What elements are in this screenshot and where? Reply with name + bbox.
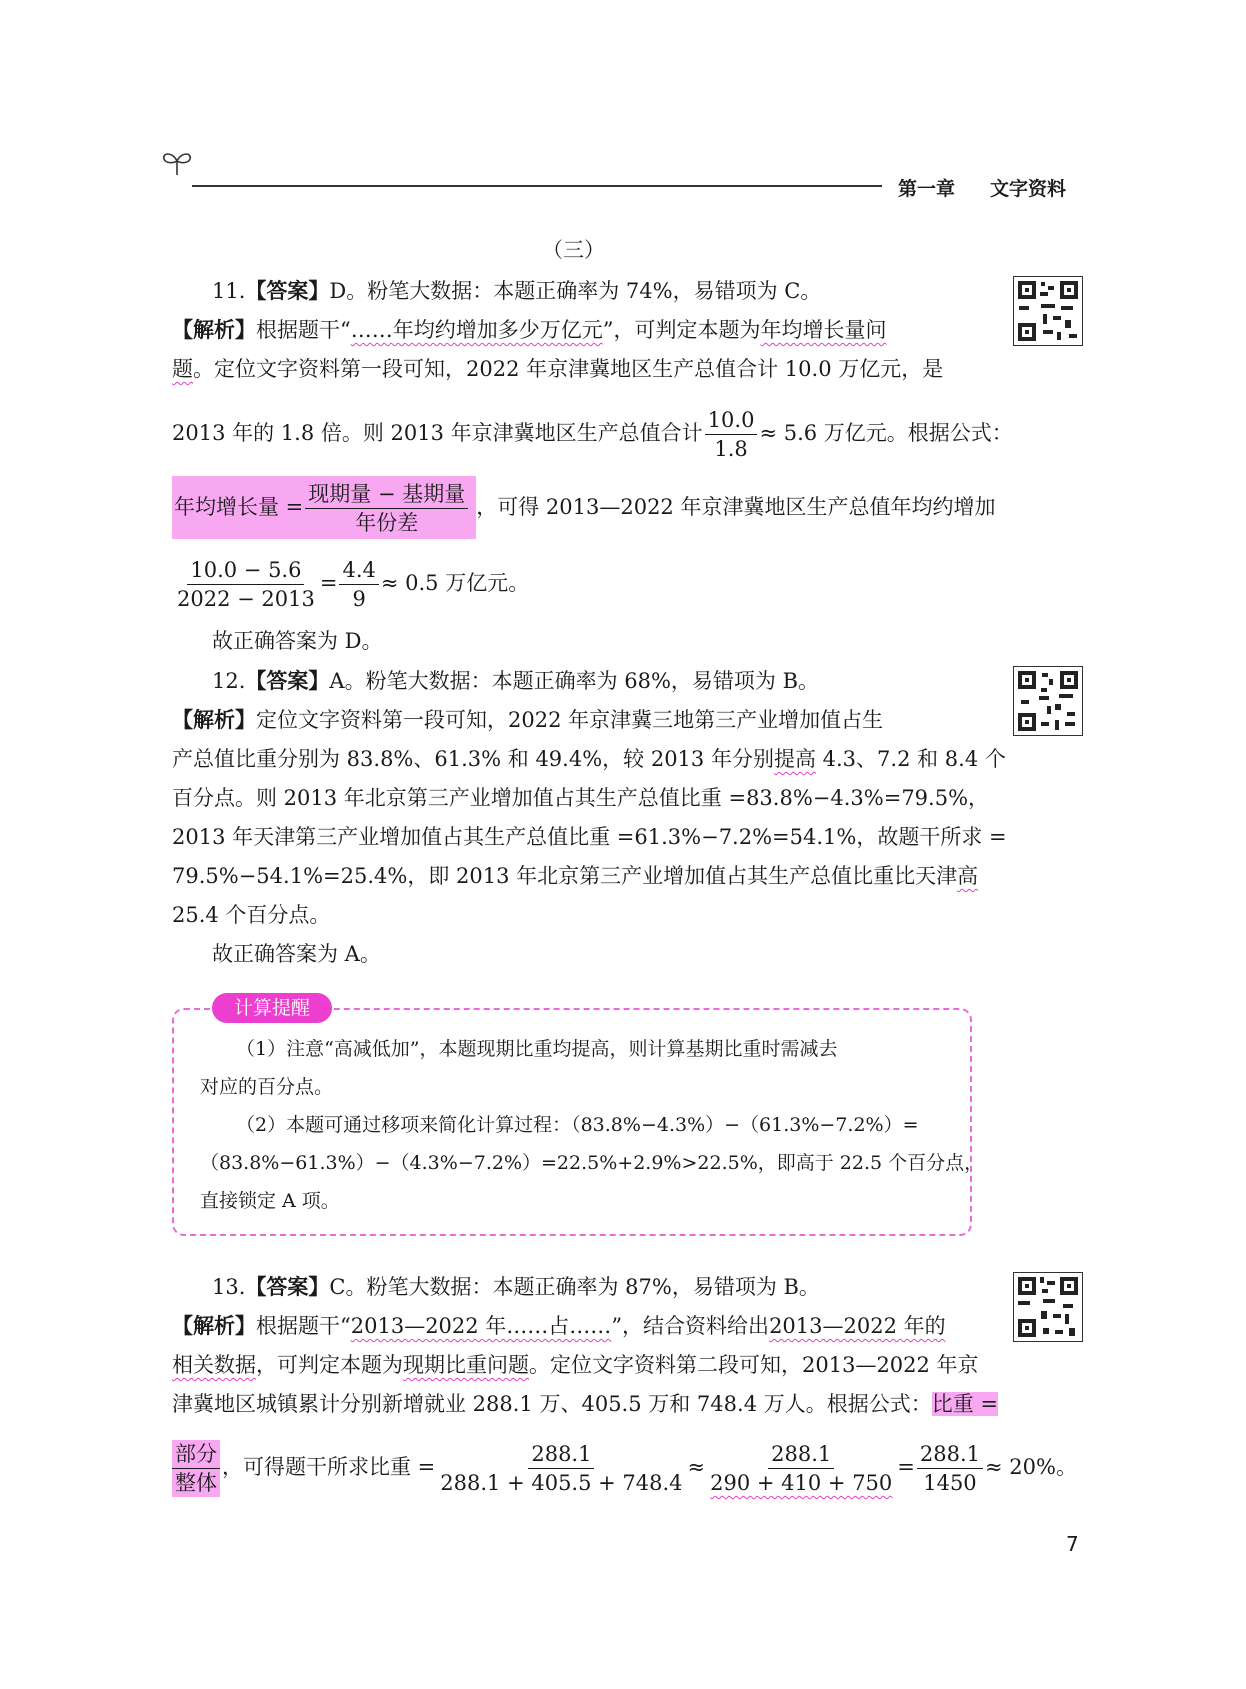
text: ≈ xyxy=(687,1455,706,1479)
q11-analysis-line-1 xyxy=(172,317,972,343)
q13-analysis-line-3 xyxy=(172,1391,999,1417)
key-phrase: 题 xyxy=(172,357,193,381)
highlighted-formula: 比重 = xyxy=(931,1392,999,1416)
numerator: 288.1 xyxy=(768,1440,834,1469)
qr-code-icon[interactable] xyxy=(1013,276,1083,346)
numerator: 现期量 − 基期量 xyxy=(305,480,468,509)
q13-answer-text: C。粉笔大数据：本题正确率为 87%，易错项为 B。 xyxy=(329,1275,820,1299)
text: 2013 年的 1.8 倍。则 2013 年京津冀地区生产总值合计 xyxy=(172,421,703,445)
analysis-tag: 【解析】 xyxy=(172,318,256,342)
key-phrase: 年均增长量问 xyxy=(760,318,887,342)
q12-answer-text: A。粉笔大数据：本题正确率为 68%，易错项为 B。 xyxy=(329,669,820,693)
section-label: 文字资料 xyxy=(990,178,1067,200)
q12-analysis-line-5 xyxy=(172,863,979,889)
q13-number: 13. xyxy=(212,1275,246,1299)
q13-analysis-line-2 xyxy=(172,1352,979,1378)
sprout-icon xyxy=(160,145,194,179)
text: ”，可判定本题为 xyxy=(602,318,761,342)
key-phrase: 现期比重问题 xyxy=(403,1353,529,1377)
tip-title: 计算提醒 xyxy=(212,993,332,1023)
q13-analysis-line-1 xyxy=(172,1313,972,1339)
text: ，可判定本题为 xyxy=(256,1353,403,1377)
q11-analysis-line-2 xyxy=(172,356,972,382)
q11-number: 11. xyxy=(212,279,246,303)
denominator: 整体 xyxy=(175,1471,217,1495)
q11-analysis-line-3 xyxy=(172,404,1013,463)
highlighted-fraction xyxy=(172,1440,220,1497)
denominator: 9 xyxy=(352,587,366,611)
qr-code-icon[interactable] xyxy=(1013,666,1083,736)
text: 。定位文字资料第二段可知，2013—2022 年京 xyxy=(529,1353,979,1377)
tip-line-1: （1）注意“高减低加”，本题现期比重均提高，则计算基期比重时需减去 xyxy=(236,1038,838,1060)
text: 产总值比重分别为 83.8%、61.3% 和 49.4%，较 2013 年分别 xyxy=(172,747,774,771)
text: 定位文字资料第一段可知，2022 年京津冀三地第三产业增加值占生 xyxy=(256,708,884,732)
text: 根据题干“ xyxy=(256,1314,351,1338)
q12-analysis-line-3: 百分点。则 2013 年北京第三产业增加值占其生产总值比重 =83.8%−4.3%=79.5%， xyxy=(172,786,990,810)
q12-conclusion: 故正确答案为 A。 xyxy=(212,942,381,966)
page-number: 7 xyxy=(1066,1532,1079,1556)
tip-line-2: 对应的百分点。 xyxy=(200,1076,334,1098)
numerator: 288.1 xyxy=(528,1440,594,1469)
key-phrase: ……年均约增加多少万亿元 xyxy=(350,318,603,342)
text: 79.5%−54.1%=25.4%，即 2013 年北京第三产业增加值占其生产总值比重比天津 xyxy=(172,864,958,888)
numerator: 288.1 xyxy=(917,1440,983,1469)
q11-formula-line xyxy=(172,476,996,539)
fraction xyxy=(305,480,468,537)
text: ≈ 5.6 万亿元。根据公式： xyxy=(759,421,1013,445)
denominator: 1450 xyxy=(923,1471,977,1495)
q13-calc-line xyxy=(172,1438,1077,1497)
q12-analysis-line-2 xyxy=(172,746,1006,772)
q12-analysis-line-4: 2013 年天津第三产业增加值占其生产总值比重 =61.3%−7.2%=54.1%，故题干所求 = xyxy=(172,825,1007,849)
header-rule xyxy=(192,185,882,187)
analysis-tag: 【解析】 xyxy=(172,1314,256,1338)
key-phrase: 2013—2022 年……占…… xyxy=(350,1314,612,1338)
numerator: 10.0 xyxy=(705,406,758,435)
fraction xyxy=(437,1440,685,1497)
text: = xyxy=(319,571,338,595)
denominator: 290 + 410 + 750 xyxy=(710,1471,893,1495)
answer-tag: 【答案】 xyxy=(245,1275,330,1299)
qr-code-icon[interactable] xyxy=(1013,1272,1083,1342)
key-phrase: 高 xyxy=(957,864,979,888)
q12-analysis-line-6: 25.4 个百分点。 xyxy=(172,903,331,927)
q12-answer xyxy=(212,668,1012,694)
text: ≈ 0.5 万亿元。 xyxy=(380,571,530,595)
numerator: 4.4 xyxy=(339,556,378,585)
tip-line-5: 直接锁定 A 项。 xyxy=(200,1190,340,1212)
q11-answer-text: D。粉笔大数据：本题正确率为 74%，易错项为 C。 xyxy=(329,279,822,303)
q12-number: 12. xyxy=(212,669,246,693)
text: 年均增长量 = xyxy=(174,495,304,519)
text: ，可得 2013—2022 年京津冀地区生产总值年均约增加 xyxy=(476,495,996,519)
fraction xyxy=(705,406,758,463)
denominator: 年份差 xyxy=(355,511,419,535)
denominator: 1.8 xyxy=(714,437,748,461)
fraction xyxy=(707,1440,895,1497)
tip-line-3: （2）本题可通过移项来简化计算过程：（83.8%−4.3%）−（61.3%−7.2%）= xyxy=(236,1114,919,1136)
q11-answer xyxy=(212,278,1012,304)
numerator: 10.0 − 5.6 xyxy=(187,556,304,585)
text: = xyxy=(897,1455,915,1479)
fraction xyxy=(174,556,318,613)
analysis-tag: 【解析】 xyxy=(172,708,256,732)
fraction xyxy=(339,556,378,613)
key-phrase: 2013—2022 年的 xyxy=(769,1314,946,1338)
numerator: 部分 xyxy=(172,1440,220,1469)
q12-analysis-line-1 xyxy=(172,707,972,733)
text: 。定位文字资料第一段可知，2022 年京津冀地区生产总值合计 10.0 万亿元，是 xyxy=(193,357,944,381)
fraction xyxy=(917,1440,983,1497)
q11-conclusion: 故正确答案为 D。 xyxy=(212,629,383,653)
text: ，可得题干所求比重 = xyxy=(222,1455,436,1479)
q13-answer xyxy=(212,1274,1012,1300)
chapter-label: 第一章 xyxy=(898,178,956,200)
text: ≈ 20%。 xyxy=(985,1455,1077,1479)
denominator: 2022 − 2013 xyxy=(177,587,315,611)
key-phrase: 提高 xyxy=(773,747,816,771)
text: 津冀地区城镇累计分别新增就业 288.1 万、405.5 万和 748.4 万人。根据公式： xyxy=(172,1392,932,1416)
text: 4.3、7.2 和 8.4 个 xyxy=(815,747,1006,771)
answer-tag: 【答案】 xyxy=(245,279,330,303)
text: 根据题干“ xyxy=(256,318,351,342)
q11-calc-line xyxy=(172,554,972,613)
answer-tag: 【答案】 xyxy=(245,669,330,693)
tip-line-4: （83.8%−61.3%）−（4.3%−7.2%）=22.5%+2.9%>22.5%，即高于 22.5 个百分点， xyxy=(200,1152,984,1174)
section-title: （三） xyxy=(542,238,605,262)
key-phrase: 相关数据 xyxy=(172,1353,256,1377)
text: ”，结合资料给出 xyxy=(611,1314,770,1338)
denominator: 288.1 + 405.5 + 748.4 xyxy=(440,1471,683,1495)
highlighted-formula xyxy=(172,476,476,539)
